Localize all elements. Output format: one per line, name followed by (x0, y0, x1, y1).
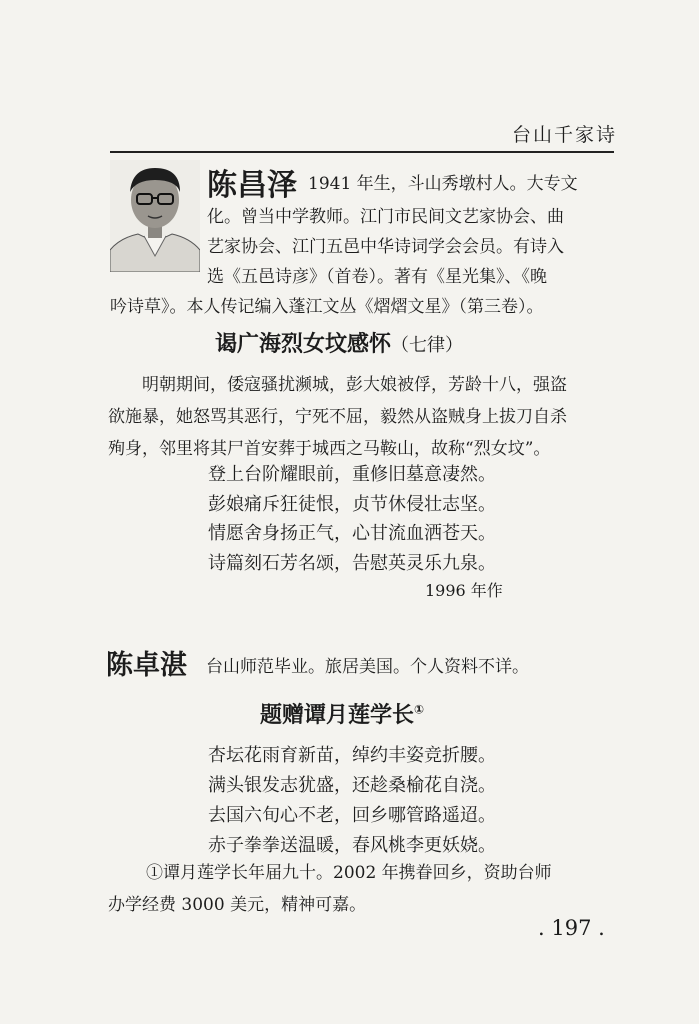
author-bio-line: 1941 年生，斗山秀墩村人。大专文 (308, 174, 578, 194)
footnote-line: 办学经费 3000 美元，精神可嘉。 (108, 895, 367, 915)
author-bio-line: 吟诗草》。本人传记编入蓬江文丛《熠熠文星》（第三卷）。 (110, 297, 544, 317)
preface-line: 明朝期间，倭寇骚扰濒城，彭大娘被俘，芳龄十八，强盗 (142, 375, 567, 395)
author-bio-line: 艺家协会、江门五邑中华诗词学会会员。有诗入 (207, 237, 564, 257)
author-name: 陈昌泽 (207, 168, 297, 203)
page-number: . 197 . (538, 916, 605, 940)
poem-line: 去国六旬心不老，回乡哪管路遥迢。 (208, 805, 496, 826)
poem-line: 杏坛花雨育新苗，绰约丰姿竞折腰。 (208, 745, 496, 766)
author-bio: 台山师范毕业。旅居美国。个人资料不详。 (206, 657, 529, 677)
footnote-marker: ① (414, 702, 425, 717)
poem-title-text: 题赠谭月莲学长 (260, 703, 415, 728)
author-portrait-photo (110, 160, 200, 272)
poem-line: 情愿舍身扬正气，心甘流血洒苍天。 (208, 523, 496, 544)
poem-title (260, 698, 424, 729)
author-name: 陈卓湛 (106, 650, 187, 681)
poem-form-label: （七律） (391, 335, 464, 356)
poem-line: 诗篇刻石芳名颂，告慰英灵乐九泉。 (208, 553, 496, 574)
preface-line: 欲施暴，她怒骂其恶行，宁死不屈，毅然从盗贼身上拔刀自杀 (108, 407, 567, 427)
running-header: 台山千家诗 (512, 124, 618, 146)
poem-line: 登上台阶耀眼前，重修旧墓意凄然。 (208, 464, 496, 485)
poem-title-text: 谒广海烈女坟感怀 (215, 332, 392, 357)
composition-date: 1996 年作 (425, 581, 503, 600)
header-rule (110, 151, 614, 153)
author-bio-line: 化。曾当中学教师。江门市民间文艺家协会、曲 (207, 207, 564, 227)
preface-line: 殉身，邻里将其尸首安葬于城西之马鞍山，故称“烈女坟”。 (108, 439, 551, 459)
author-bio-line: 选《五邑诗彦》（首卷）。著有《星光集》、《晚 (207, 267, 547, 287)
poem-line: 满头银发志犹盛，还趁桑榆花自浇。 (208, 775, 496, 796)
poem-line: 彭娘痛斥狂徒恨，贞节休侵壮志坚。 (208, 494, 496, 515)
footnote-line: ①谭月莲学长年届九十。2002 年携眷回乡，资助台师 (146, 863, 552, 883)
poem-title (215, 327, 463, 358)
poem-line: 赤子拳拳送温暖，春风桃李更妖娆。 (208, 835, 496, 856)
